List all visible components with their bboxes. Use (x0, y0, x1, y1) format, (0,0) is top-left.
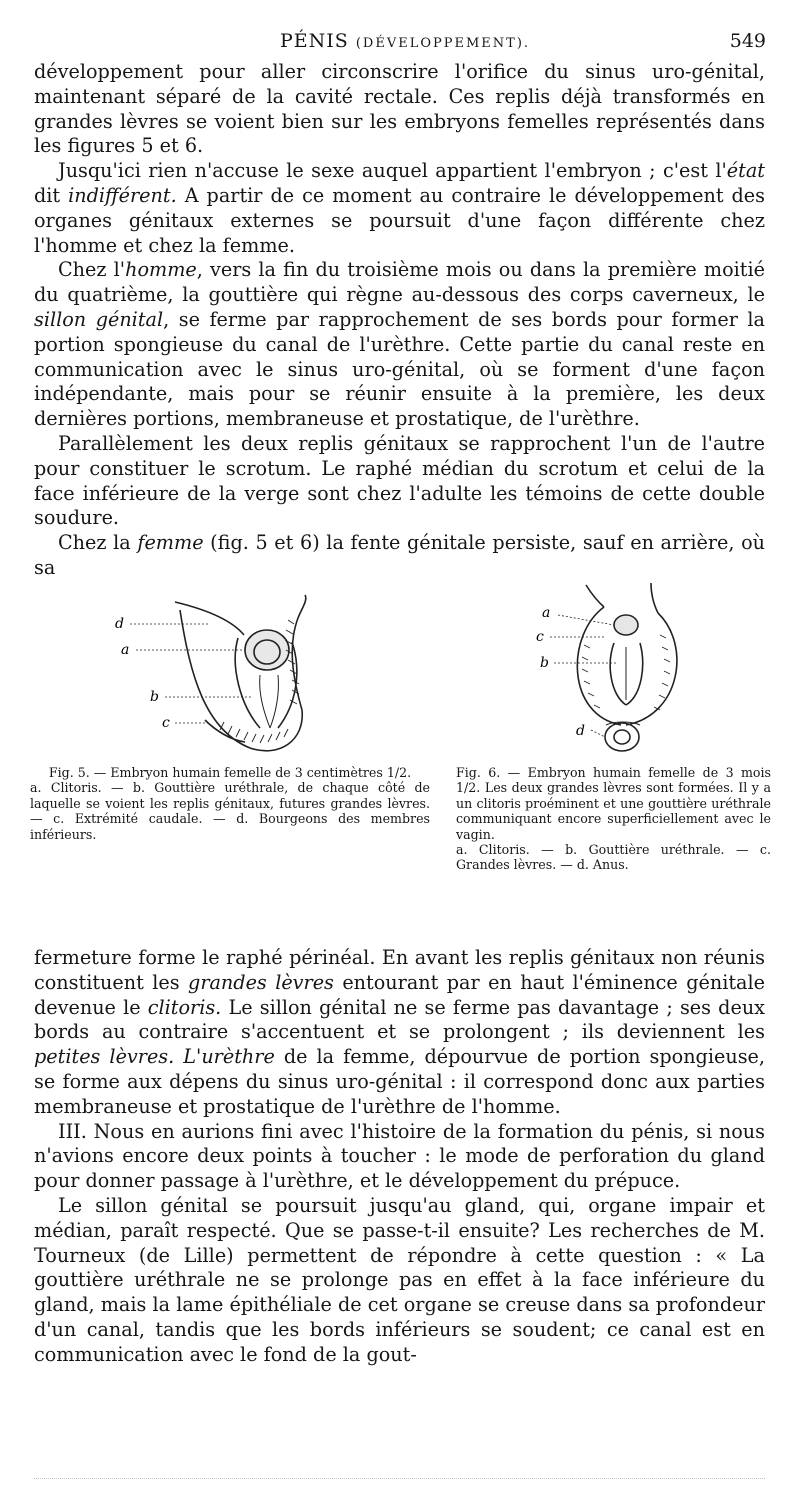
paragraph (34, 258, 765, 432)
fig5-label-a: a (121, 642, 130, 658)
paragraph (34, 946, 765, 1120)
figure-5-illustration (30, 580, 430, 765)
figure-5 (30, 580, 430, 842)
text-run: Jusqu'ici rien n'accuse le sexe auquel appartient l'embryon ; c'est l' (58, 159, 727, 183)
text-run: Le sillon génital ne se ferme pas davantage ; ses deux bords au contraire s'accentuent et se prolongent ; ils deviennent les (34, 995, 765, 1044)
paragraph (34, 60, 765, 159)
paragraph (34, 159, 765, 258)
figure-6-caption-legend: a. Clitoris. — b. Gouttière uréthrale. — c. Grandes lèvres. — d. Anus. (456, 842, 771, 873)
italic-text: clitoris. (147, 995, 222, 1019)
italic-text: L'urèthre (183, 1045, 275, 1069)
italic-text: indifférent. (68, 183, 177, 207)
figure-6-caption-title: Fig. 6. — Embryon humain femelle de 3 mois 1/2. (456, 765, 771, 796)
figure-5-caption-legend: a. Clitoris. — b. Gouttière uréthrale, de chaque côté de laquelle se voient les replis génitaux, futures grandes lèvres. — c. Extrémité caudale. — d. Bourgeons des membres inférieurs. (30, 780, 430, 842)
figure-5-caption-title: Fig. 5. — Embryon humain femelle de 3 centimètres 1/2. (48, 765, 412, 780)
text-run: A partir de ce moment au contraire le développement des organes génitaux externes se poursuit d'une façon différente chez l'homme et chez la femme. (34, 183, 766, 257)
text-run: entourant par en haut l'éminence génitale devenue le (34, 970, 765, 1019)
text-run: , vers la fin du troisième mois ou dans la première moitié du quatrième, la gouttière qui règne au-dessous des corps caverneux, le (34, 258, 766, 307)
running-header (0, 30, 800, 56)
text-run: Chez l' (58, 258, 126, 282)
italic-text: petites lèvres. (34, 1045, 175, 1069)
italic-text: état (726, 159, 765, 183)
text-run: , se ferme par rapprochement de ses bords pour former la portion spongieuse du canal de l'urèthre. Cette partie du canal reste en communication avec le sinus uro-génital, où se forment d'une façon indépendante, mais pour se réunir ensuite à la première, les deux dernières portions, membraneuse et prostatique, de l'urèthre. (34, 307, 765, 431)
italic-text: homme (125, 258, 197, 282)
fig6-label-c: c (536, 629, 544, 645)
italic-text: sillon génital (34, 307, 164, 331)
text-run: III. Nous en aurions fini avec l'histoire de la formation du pénis, si nous n'avions encore deux points à toucher : le mode de perforation du gland pour donner passage à l'urèthre, et le développement du prépuce. (34, 1119, 765, 1193)
text-run: dit (34, 183, 69, 207)
text-run: Parallèlement les deux replis génitaux se rapprochent l'un de l'autre pour constituer le scrotum. Le raphé médian du scrotum et celui de la face inférieure de la verge sont chez l'adulte les témoins de cette double soudure. (34, 431, 765, 530)
italic-text: femme (137, 531, 204, 555)
fig6-label-a: a (542, 605, 551, 621)
text-run (174, 1045, 183, 1068)
text-run: fermeture forme le raphé périnéal. En avant les replis génitaux non réunis constituent les (34, 946, 765, 994)
fig5-label-b: b (150, 689, 159, 705)
body-text-top (34, 60, 765, 581)
text-run: (fig. 5 et 6) la fente génitale persiste, sauf en arrière, où sa (34, 531, 765, 579)
paragraph (34, 531, 765, 581)
fig6-label-d: d (576, 723, 585, 739)
title-sub: (DÉVELOPPEMENT). (355, 36, 531, 51)
fig5-label-c: c (162, 715, 170, 731)
paragraph (34, 1120, 765, 1194)
italic-text: grandes lèvres (188, 970, 334, 994)
title-main: PÉNIS (280, 30, 349, 52)
figure-6 (446, 575, 776, 873)
running-title (280, 30, 530, 52)
footer-rule (34, 1470, 765, 1479)
page-number: 549 (729, 30, 766, 52)
fig5-label-d: d (115, 616, 124, 632)
body-text-bottom (34, 946, 765, 1368)
figure-6-caption-text: Les deux grandes lèvres sont formées. Il y a un clitoris proéminent et une gouttière uréthrale communiquant encore superficiellement avec le vagin. (456, 780, 771, 842)
text-run: Le sillon génital se poursuit jusqu'au gland, qui, organe impair et médian, paraît respecté. Que se passe-t-il ensuite? Les recherches de M. Tourneux (de Lille) permettent de répondre à cette question : « La gouttière uréthrale ne se prolonge pas en effet à la face inférieure du gland, mais la lame épithéliale de cet organe se creuse dans sa profondeur d'un canal, tandis que les bords inférieurs se soudent; ce canal est en communication avec le fond de la gout- (34, 1193, 765, 1366)
figure-6-illustration (446, 575, 776, 765)
paragraph (34, 1194, 765, 1368)
text-run: Chez la (58, 531, 138, 555)
text-run: développement pour aller circonscrire l'orifice du sinus uro-génital, maintenant séparé de la cavité rectale. Ces replis déjà transformés en grandes lèvres se voient bien sur les embryons femelles représentés dans les figures 5 et 6. (34, 60, 765, 158)
paragraph (34, 432, 765, 531)
figure-6-caption-body (456, 765, 771, 842)
figure-5-caption (30, 765, 430, 842)
figure-6-caption (456, 765, 771, 873)
fig6-label-b: b (540, 655, 549, 671)
text-run: de la femme, dépourvue de portion spongieuse, se forme aux dépens du sinus uro-génital : il correspond donc aux parties membraneuse et prostatique de l'urèthre de l'homme. (34, 1045, 765, 1118)
